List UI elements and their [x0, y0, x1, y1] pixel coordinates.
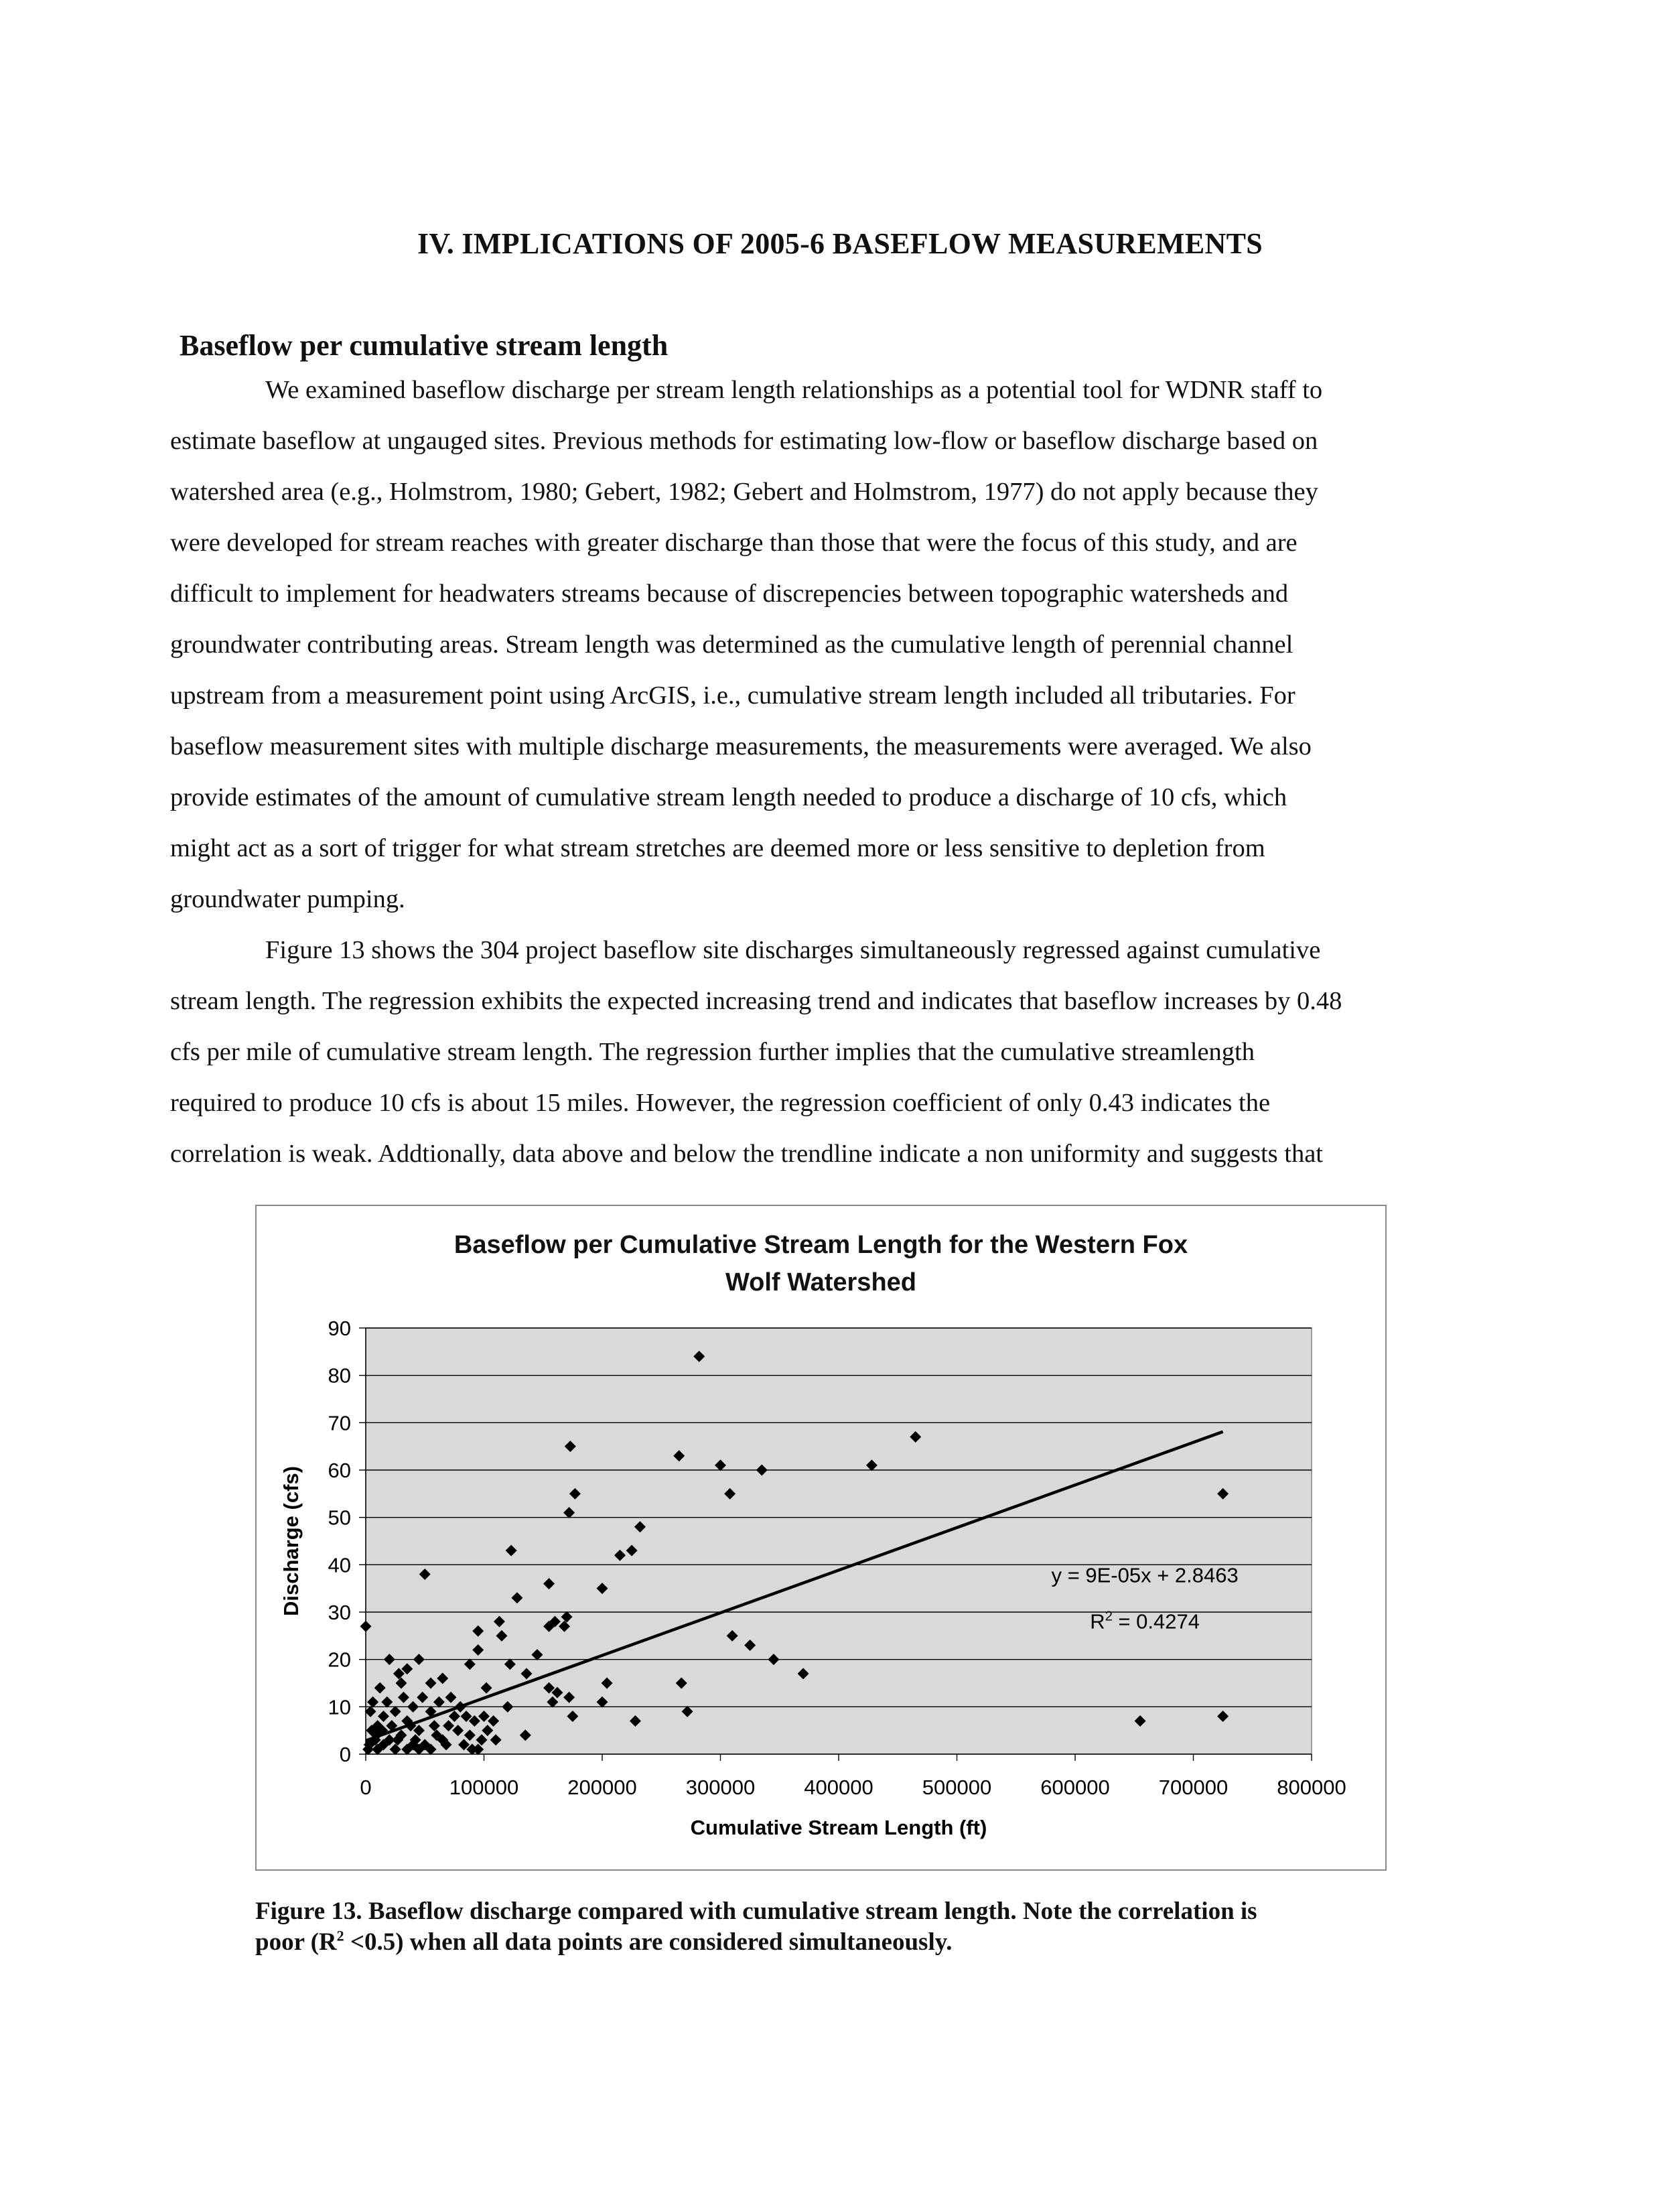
y-tick-label: 50: [328, 1506, 351, 1530]
caption-line-2-pre: poor (R: [255, 1928, 337, 1956]
x-tick-label: 800000: [1277, 1776, 1346, 1799]
y-tick-label: 10: [328, 1695, 351, 1719]
x-axis-label: Cumulative Stream Length (ft): [690, 1816, 987, 1839]
x-tick-label: 700000: [1158, 1776, 1229, 1799]
y-tick-label: 30: [328, 1601, 351, 1624]
figure-caption: [255, 1896, 1434, 1958]
chart-title-line-1: Baseflow per Cumulative Stream Length for the Western Fox: [453, 1231, 1188, 1259]
trendline-equation: y = 9E-05x + 2.8463: [1051, 1563, 1239, 1587]
caption-line-2: [255, 1927, 1434, 1958]
y-tick-label: 70: [328, 1411, 351, 1435]
x-tick-label: 100000: [449, 1776, 519, 1799]
figure-13-chart: [255, 1205, 1387, 1871]
x-tick-label: 500000: [922, 1776, 992, 1799]
x-tick-label: 0: [360, 1776, 372, 1799]
section-title: IV. IMPLICATIONS OF 2005-6 BASEFLOW MEASUREMENTS: [417, 227, 1263, 260]
scatter-chart: [257, 1206, 1385, 1869]
y-axis-label: Discharge (cfs): [279, 1466, 303, 1616]
y-tick-label: 40: [328, 1553, 351, 1577]
y-tick-label: 0: [339, 1743, 351, 1766]
x-tick-label: 400000: [804, 1776, 873, 1799]
r-squared-symbol: R: [1090, 1609, 1105, 1634]
chart-title: [257, 1226, 1385, 1301]
y-tick-label: 60: [328, 1459, 351, 1482]
chart-title-line-2: Wolf Watershed: [725, 1268, 917, 1297]
x-tick-label: 200000: [567, 1776, 637, 1799]
r-squared-value: = 0.4274: [1112, 1609, 1200, 1634]
r-squared-superscript: 2: [1105, 1609, 1113, 1624]
x-tick-label: 600000: [1040, 1776, 1110, 1799]
y-tick-label: 90: [328, 1317, 351, 1340]
paragraph-2: Figure 13 shows the 304 project baseflow site discharges simultaneously regressed against cumulative stream length. The regression exhibits the expected increasing trend and indicates that baseflow increases by 0.48 cfs per mile of cumulative stream length. The regression further implies that the cumulative streamlength required to produce 10 cfs is about 15 miles. However, the regression coefficient of only 0.43 indicates the correlation is weak. Addtionally, data above and below the trendline indicate a non uniformity and suggests that: [170, 936, 1342, 1168]
caption-line-1: Figure 13. Baseflow discharge compared with cumulative stream length. Note the correlation is: [255, 1898, 1257, 1925]
x-tick-label: 300000: [685, 1776, 756, 1799]
caption-line-2-post: <0.5) when all data points are considered simultaneously.: [344, 1928, 953, 1956]
paragraph-1: We examined baseflow discharge per stream length relationships as a potential tool for WDNR staff to estimate baseflow at ungauged sites. Previous methods for estimating low-flow or baseflow discharge based on watershed area (e.g., Holmstrom, 1980; Gebert, 1982; Gebert and Holmstrom, 1977) do not apply because they were developed for stream reaches with greater discharge than those that were the focus of this study, and are difficult to implement for headwaters streams because of discrepencies between topographic watersheds and groundwater contributing areas. Stream length was determined as the cumulative length of perennial channel upstream from a measurement point using ArcGIS, i.e., cumulative stream length included all tributaries. For baseflow measurement sites with multiple discharge measurements, the measurements were averaged. We also provide estimates of the amount of cumulative stream length needed to produce a discharge of 10 cfs, which might act as a sort of trigger for what stream stretches are deemed more or less sensitive to depletion from groundwater pumping.: [170, 376, 1323, 913]
body-text: [170, 364, 1510, 1179]
y-tick-label: 80: [328, 1364, 351, 1388]
subsection-title: Baseflow per cumulative stream length: [180, 329, 669, 362]
y-tick-label: 20: [328, 1648, 351, 1672]
caption-superscript: 2: [336, 1927, 344, 1944]
